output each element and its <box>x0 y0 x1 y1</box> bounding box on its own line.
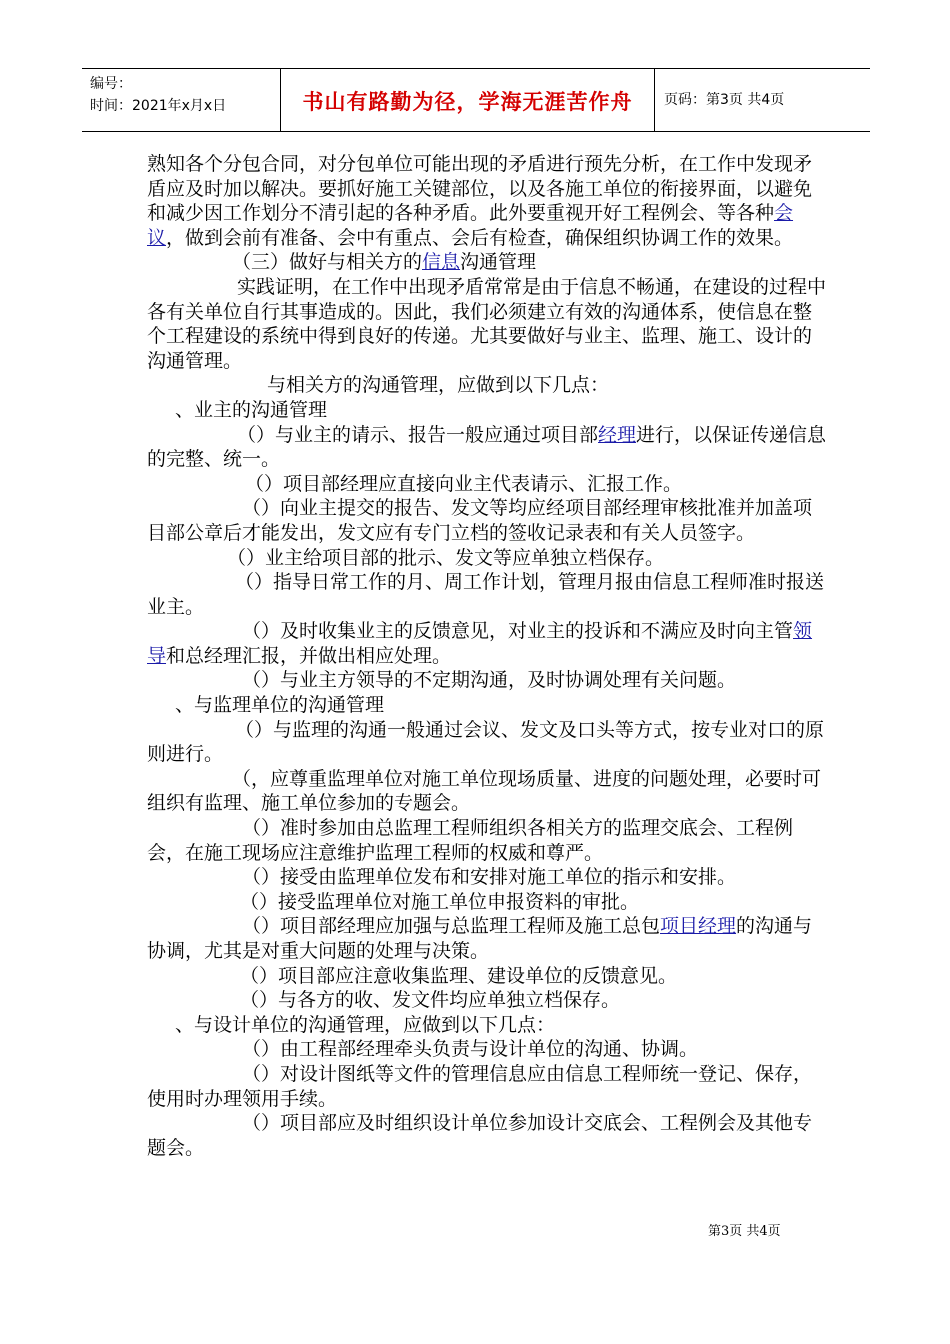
header-meta <box>90 73 226 117</box>
header-divider <box>654 69 655 131</box>
document-body <box>147 152 827 1160</box>
link-meeting[interactable]: 会议 <box>147 202 794 249</box>
link-manager[interactable]: 经理 <box>598 423 637 446</box>
list-item: （）项目部应及时组织设计单位参加设计交底会、工程例会及其他专题会。 <box>147 1112 813 1159</box>
link-information[interactable]: 信息 <box>422 251 461 274</box>
subsection-heading: 、与监理单位的沟通管理 <box>175 694 385 717</box>
list-item <box>147 619 827 668</box>
list-item: （）与监理的沟通一般通过会议、发文及口头等方式，按专业对口的原则进行。 <box>147 718 825 766</box>
paragraph: 实践证明，在工作中出现矛盾常常是由于信息不畅通，在建设的过程中各有关单位自行其事造成的。因此，我们必须建立有效的沟通体系，使信息在整个工程建设的系统中得到良好的传递。尤其要做好与业主、监理、施工、设计的沟通管理。 <box>147 275 827 372</box>
text: 进行，以保证传递信息的完整、统一。 <box>147 423 827 471</box>
text: 的沟通与协调，尤其是对重大问题的处理与决策。 <box>147 915 813 962</box>
subsection-heading: 、与设计单位的沟通管理，应做到以下几点： <box>175 1013 556 1036</box>
page-header <box>82 68 870 132</box>
text: 和总经理汇报，并做出相应处理。 <box>166 644 452 667</box>
list-item: （）指导日常工作的月、周工作计划，管理月报由信息工程师准时报送业主。 <box>147 571 825 618</box>
text: （）项目部经理应加强与总监理工程师及施工总包 <box>242 915 661 938</box>
page-footer: 第3页 共4页 <box>708 1224 781 1239</box>
section-heading <box>147 250 827 275</box>
header-motto: 书山有路勤为径，学海无涯苦作舟 <box>302 90 633 114</box>
list-item <box>147 914 827 963</box>
text: （）及时收集业主的反馈意见，对业主的投诉和不满应及时向主管 <box>242 620 794 643</box>
list-item: （）项目部经理应直接向业主代表请示、汇报工作。 <box>245 472 683 495</box>
list-item: （）项目部应注意收集监理、建设单位的反馈意见。 <box>240 964 678 987</box>
list-item: （）接受监理单位对施工单位申报资料的审批。 <box>240 890 640 913</box>
list-item: （）业主给项目部的批示、发文等应单独立档保存。 <box>227 546 665 569</box>
text: 熟知各个分包合同，对分包单位可能出现的矛盾进行预先分析，在工作中发现矛盾应及时加以解决。要抓好施工关键部位，以及各施工单位的衔接界面，以避免和减少因工作划分不清引起的各种矛盾。此外要重视开好工程例会、等各种 <box>147 153 813 225</box>
document-date: 时间：2021年x月x日 <box>90 98 227 114</box>
list-item: （）与业主方领导的不定期沟通，及时协调处理有关问题。 <box>242 669 737 692</box>
text: （）与业主的请示、报告一般应通过项目部 <box>237 423 599 446</box>
link-leader[interactable]: 领导 <box>147 620 813 667</box>
subsection-heading: 、业主的沟通管理 <box>175 398 328 421</box>
text: 沟通管理 <box>460 251 537 274</box>
list-item: （）准时参加由总监理工程师组织各相关方的监理交底会、工程例会，在施工现场应注意维护监理工程师的权威和尊严。 <box>147 817 794 864</box>
paragraph <box>147 152 827 250</box>
document-number-label: 编号： <box>90 76 132 92</box>
paragraph: 与相关方的沟通管理，应做到以下几点： <box>267 374 610 397</box>
list-item: （）与各方的收、发文件均应单独立档保存。 <box>240 989 621 1012</box>
list-item: （）接受由监理单位发布和安排对施工单位的指示和安排。 <box>242 866 737 889</box>
header-page-info: 页码：第3页 共4页 <box>664 92 785 108</box>
text: ，做到会前有准备、会中有重点、会后有检查，确保组织协调工作的效果。 <box>166 226 794 249</box>
link-project-manager[interactable]: 项目经理 <box>660 915 737 938</box>
list-item: （）对设计图纸等文件的管理信息应由信息工程师统一登记、保存，使用时办理领用手续。 <box>147 1062 813 1110</box>
list-item: （，应尊重监理单位对施工单位现场质量、进度的问题处理，必要时可组织有监理、施工单位参加的专题会。 <box>147 767 822 815</box>
text: （三）做好与相关方的 <box>232 251 423 274</box>
list-item <box>147 423 827 472</box>
list-item: （）由工程部经理牵头负责与设计单位的沟通、协调。 <box>242 1038 699 1061</box>
list-item: （）向业主提交的报告、发文等均应经项目部经理审核批准并加盖项目部公章后才能发出，发文应有专门立档的签收记录表和有关人员签字。 <box>147 497 813 544</box>
